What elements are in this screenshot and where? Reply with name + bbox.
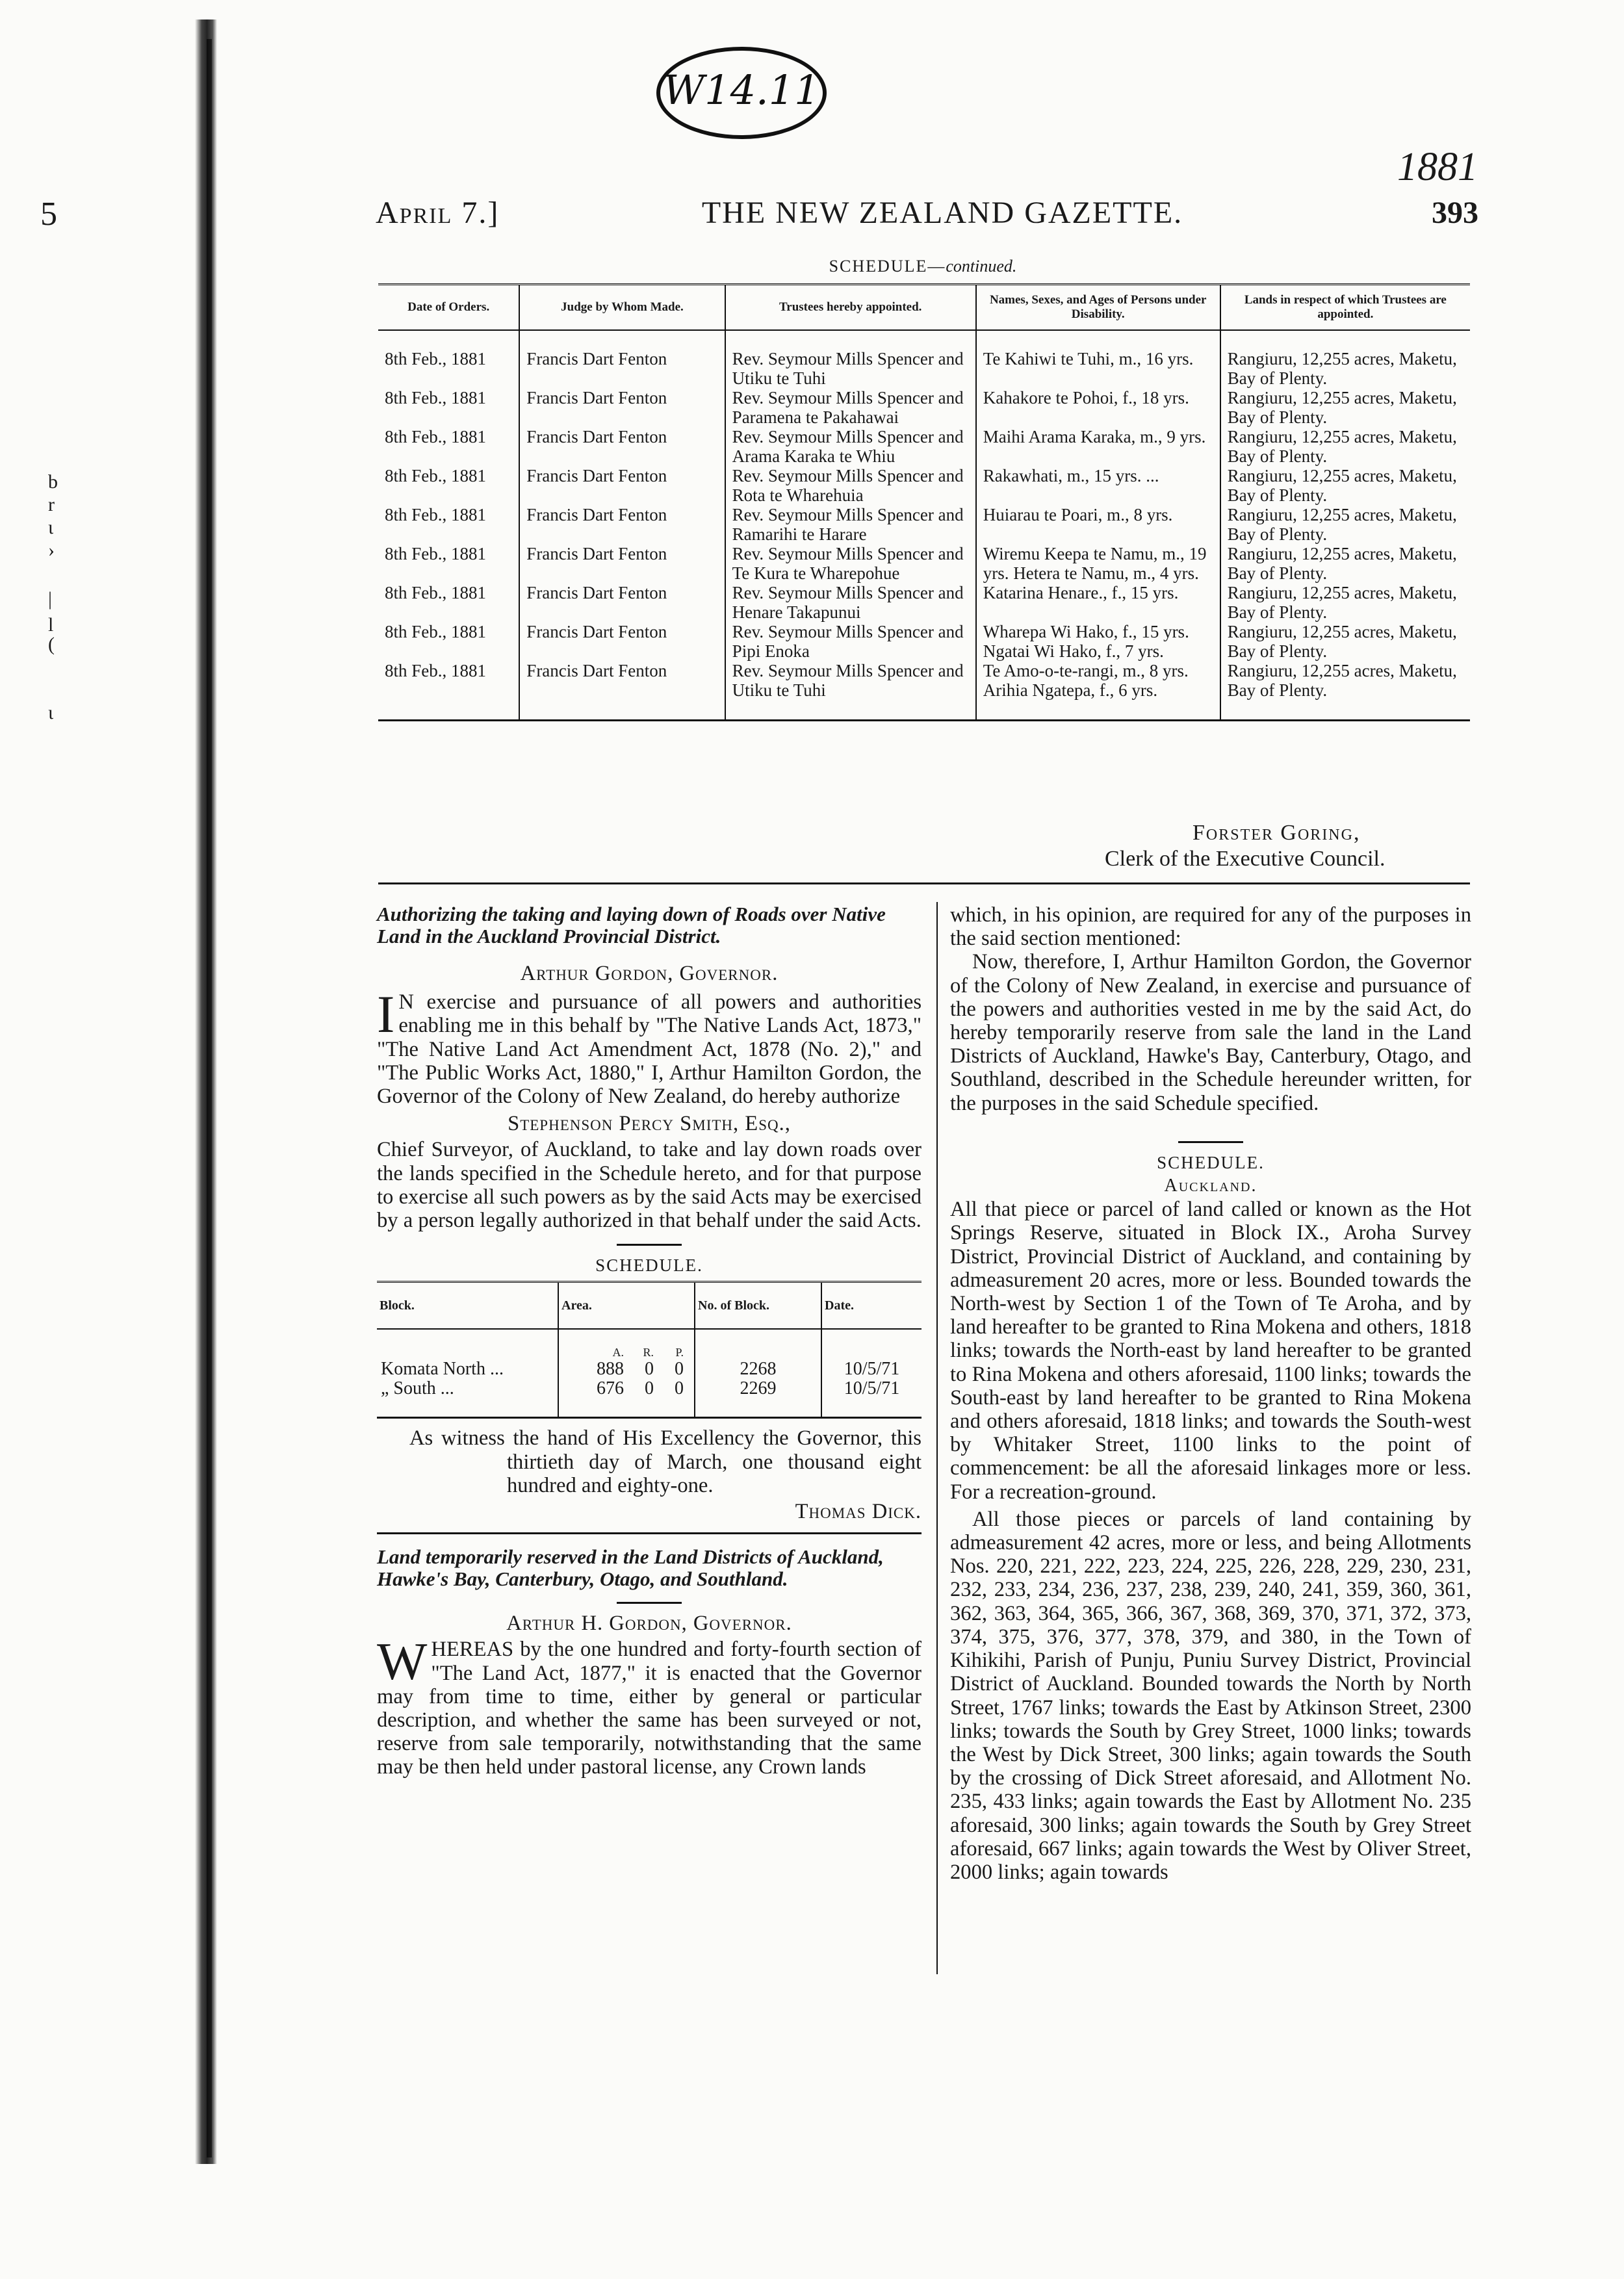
table-row [378,505,1470,544]
date-cell: 8th Feb., 1881 [385,622,487,641]
block-number-cell: 2268 [695,1359,821,1379]
handwritten-year: 1881 [1397,145,1478,189]
table-row [377,1379,922,1418]
schedule-heading: SCHEDULE. [1157,1152,1265,1172]
column-header-names: Names, Sexes, and Ages of Persons under Disability. [976,285,1220,331]
notice-body: Chief Surveyor, of Auckland, to take and lay down roads over the lands specified in the Schedule hereto, and for that purpose to exercise all such powers as by the said Acts may be exercised by a person legally authorized in that behalf under the said Acts. [377,1138,922,1233]
notice-appointee: Stephenson Percy Smith, Esq., [508,1112,791,1136]
page-binding-shadow-core [207,39,212,2157]
margin-tick: | [48,588,53,610]
notice-governor: Arthur H. Gordon, Governor. [506,1612,792,1636]
signatory-title: Clerk of the Executive Council. [1105,847,1386,871]
lands-cell: Rangiuru, 12,255 acres, Maketu, Bay of Plenty. [1220,330,1470,388]
executive-council-signature [1105,820,1469,872]
schedule-heading: SCHEDULE. [595,1255,703,1276]
column-header-date: Date. [821,1282,922,1330]
witness-clause: As witness the hand of His Excellency the Governor, this thirtieth day of March, one thousand eight hundred and eighty-one. [409,1426,922,1497]
section-divider [378,882,1470,884]
names-cell: Huiarau te Poari, m., 8 yrs. [976,505,1220,544]
witness-signature: Thomas Dick. [795,1500,922,1524]
area-units [558,1329,695,1359]
date-cell: 8th Feb., 1881 [385,388,487,407]
table-cell [377,1329,558,1359]
lands-cell: Rangiuru, 12,255 acres, Maketu, Bay of Plenty. [1220,622,1470,661]
column-divider [936,902,938,1974]
table-row [378,427,1470,466]
header-title: THE NEW ZEALAND GAZETTE. [701,196,1183,230]
header-date: April 7.] [376,196,500,230]
lands-cell: Rangiuru, 12,255 acres, Maketu, Bay of Plenty. [1220,505,1470,544]
short-divider [617,1602,682,1604]
right-column [950,903,1471,1884]
lands-cell: Rangiuru, 12,255 acres, Maketu, Bay of Plenty. [1220,466,1470,505]
date-cell: 10/5/71 [821,1359,922,1379]
trustees-schedule-table [378,283,1470,721]
trustees-cell: Rev. Seymour Mills Spencer and Ramarihi te Harare [725,505,976,544]
schedule-continued-title [377,257,1469,276]
table-row [378,388,1470,427]
reserve-paragraph: All those pieces or parcels of land containing by admeasurement 42 acres, more or less, and being Allotments Nos. 220, 221, 222, 223, 224, 225, 226, 228, 229, 230, 231, 232, 233, 234, 236, 237, 238, 239, 240, 241, 359, 360, 361, 362, 363, 364, 365, 366, 367, 368, 369, 370, 371, 372, 373, 374, 375, 376, 377, 378, 379, and 380, in the Town of Kihikihi, Parish of Punju, Puniu Survey District, Provincial District of Auckland. Bounded towards the North by North Street, 1767 links; towards the East by Atkinson Street, 2300 links; towards the South by Grey Street, 1000 links; towards the West by Dick Street, 300 links; again towards the South by the crossing of Dick Street aforesaid, and Allotment No. 235, 433 links; again towards the East by Allotment No. 235 aforesaid, 300 links; again towards the South by Grey Street aforesaid, 667 links; again towards the West by Oliver Street, 2000 links; again towards [950,1507,1471,1884]
judge-cell: Francis Dart Fenton [519,544,725,583]
table-cell [695,1329,821,1359]
date-cell: 8th Feb., 1881 [385,466,487,485]
judge-cell: Francis Dart Fenton [519,330,725,388]
trustees-cell: Rev. Seymour Mills Spencer and Rota te Wharehuia [725,466,976,505]
date-cell: 8th Feb., 1881 [385,544,487,563]
date-cell: 8th Feb., 1881 [385,427,487,446]
notice-heading-roads: Authorizing the taking and laying down of Roads over Native Land in the Auckland Provincial District. [377,903,886,947]
judge-cell: Francis Dart Fenton [519,466,725,505]
column-header-area: Area. [558,1282,695,1330]
trustees-cell: Rev. Seymour Mills Spencer and Arama Karaka te Whiu [725,427,976,466]
signatory-name: Forster Goring, [1192,821,1361,845]
margin-tick: › [48,539,55,561]
trustees-cell: Rev. Seymour Mills Spencer and Paramena te Pakahawai [725,388,976,427]
names-cell: Kahakore te Pohoi, f., 18 yrs. [976,388,1220,427]
area-cell [558,1379,695,1418]
unit-perches: P. [675,1346,684,1359]
date-cell: 8th Feb., 1881 [385,505,487,524]
left-column [377,903,922,1779]
notice-governor: Arthur Gordon, Governor. [520,962,779,985]
block-cell: Komata North ... [381,1359,504,1380]
reserve-paragraph: All that piece or parcel of land called or known as the Hot Springs Reserve, situated in Block IX., Aroha Survey District, Provincial District of Auckland, and containing by admeasurement 20 acres, more or less. Bounded towards the North-west by Section 1 of the Town of Te Aroha, and by land hereafter to be granted to Rina Mokena and others, 1818 links; towards the North-east by land hereafter to be granted to Rina Mokena and others aforesaid, 1100 links; towards the South-east by land hereafter to be granted to Rina Mokena and others aforesaid, 1818 links; and towards the South-west by Whitaker Street, 1100 links to the point of commencement: be all the aforesaid linkages more or less. For a recreation-ground. [950,1198,1471,1504]
archive-stamp: W14.11 [656,47,827,139]
notice-body: WHEREAS by the one hundred and forty-fourth section of "The Land Act, 1877," it is enacted that the Governor may from time to time, either by general or particular description, and whether the same has been surveyed or not, reserve from sale temporarily, notwithstanding that the same may be then held under pastoral license, any Crown lands [377,1632,922,1779]
area-acres: 888 [597,1359,624,1380]
column-header-date: Date of Orders. [378,285,519,331]
short-divider [1178,1141,1243,1143]
trustees-cell: Rev. Seymour Mills Spencer and Henare Takapunui [725,583,976,622]
names-cell: Wiremu Keepa te Namu, m., 19 yrs. Hetera te Namu, m., 4 yrs. [976,544,1220,583]
table-row [378,622,1470,661]
lands-cell: Rangiuru, 12,255 acres, Maketu, Bay of Plenty. [1220,544,1470,583]
block-cell: „ South ... [381,1378,454,1399]
area-units-row [377,1329,922,1359]
table-row [378,661,1470,721]
table-header-row [378,285,1470,331]
area-cell [558,1359,695,1379]
lands-cell: Rangiuru, 12,255 acres, Maketu, Bay of Plenty. [1220,583,1470,622]
table-row [378,466,1470,505]
schedule-title-main: SCHEDULE— [829,257,946,276]
judge-cell: Francis Dart Fenton [519,622,725,661]
column-header-judge: Judge by Whom Made. [519,285,725,331]
names-cell: Te Amo-o-te-rangi, m., 8 yrs. Arihia Ngatepa, f., 6 yrs. [976,661,1220,721]
area-perches: 0 [675,1378,684,1399]
lands-cell: Rangiuru, 12,255 acres, Maketu, Bay of Plenty. [1220,661,1470,721]
table-row [377,1359,922,1379]
margin-tick: b [48,471,58,493]
trustees-cell: Rev. Seymour Mills Spencer and Utiku te Tuhi [725,330,976,388]
unit-acres: A. [612,1346,624,1359]
date-cell: 10/5/71 [821,1379,922,1418]
lands-cell: Rangiuru, 12,255 acres, Maketu, Bay of Plenty. [1220,427,1470,466]
column-header-lands: Lands in respect of which Trustees are appointed. [1220,285,1470,331]
roads-table-body [377,1329,922,1418]
column-header-trustees: Trustees hereby appointed. [725,285,976,331]
trustees-table-body [378,330,1470,721]
unit-roods: R. [643,1346,654,1359]
block-number-cell: 2269 [695,1379,821,1418]
judge-cell: Francis Dart Fenton [519,661,725,721]
schedule-title-italic: continued. [946,257,1017,276]
notice-body: IN exercise and pursuance of all powers and authorities enabling me in this behalf by "The Native Lands Act, 1873," "The Native Land Act Amendment Act, 1878 (No. 2)," and "The Public Works Act, 1880," I, Arthur Hamilton Gordon, the Governor of the Colony of New Zealand, do hereby authorize [377,985,922,1109]
lands-cell: Rangiuru, 12,255 acres, Maketu, Bay of Plenty. [1220,388,1470,427]
date-cell: 8th Feb., 1881 [385,661,487,680]
names-cell: Rakawhati, m., 15 yrs. ... [976,466,1220,505]
trustees-cell: Rev. Seymour Mills Spencer and Pipi Enoka [725,622,976,661]
table-row [378,330,1470,388]
names-cell: Katarina Henare., f., 15 yrs. [976,583,1220,622]
area-roods: 0 [645,1378,654,1399]
judge-cell: Francis Dart Fenton [519,427,725,466]
names-cell: Maihi Arama Karaka, m., 9 yrs. [976,427,1220,466]
area-perches: 0 [675,1359,684,1380]
column-header-block-number: No. of Block. [695,1282,821,1330]
judge-cell: Francis Dart Fenton [519,388,725,427]
area-roods: 0 [645,1359,654,1380]
column-header-block: Block. [377,1282,558,1330]
reserve-paragraph: Now, therefore, I, Arthur Hamilton Gordon, the Governor of the Colony of New Zealand, in exercise and pursuance of the powers and authorities vested in me by the said Act, do hereby temporarily reserve from sale the land in the Land Districts of Auckland, Hawke's Bay, Canterbury, Otago, and Southland, described in the Schedule hereunder written, for the purposes in the said Schedule specified. [950,950,1471,1115]
section-divider [377,1532,922,1534]
date-cell: 8th Feb., 1881 [385,349,487,368]
trustees-cell: Rev. Seymour Mills Spencer and Te Kura te Wharepohue [725,544,976,583]
roads-schedule-table [377,1281,922,1419]
names-cell: Te Kahiwi te Tuhi, m., 16 yrs. [976,330,1220,388]
left-margin-mark: 5 [40,196,57,233]
table-row [378,583,1470,622]
page-binding-shadow [195,19,217,2164]
short-divider [617,1244,682,1246]
margin-tick: l [48,614,54,636]
margin-tick: r [48,494,55,515]
table-row [378,544,1470,583]
header-page-number: 393 [1432,196,1478,230]
margin-tick: ι [48,702,54,723]
margin-tick: ( [48,634,55,655]
margin-tick: ι [48,517,54,538]
trustees-cell: Rev. Seymour Mills Spencer and Utiku te Tuhi [725,661,976,721]
table-cell [821,1329,922,1359]
table-header-row [377,1282,922,1330]
reserve-paragraph: which, in his opinion, are required for any of the purposes in the said section mentioned: [950,903,1471,951]
district-heading: Auckland. [1164,1176,1257,1196]
notice-heading-reserves: Land temporarily reserved in the Land Districts of Auckland, Hawke's Bay, Canterbury, Otago, and Southland. [377,1545,884,1591]
area-acres: 676 [597,1378,624,1399]
judge-cell: Francis Dart Fenton [519,583,725,622]
date-cell: 8th Feb., 1881 [385,583,487,602]
names-cell: Wharepa Wi Hako, f., 15 yrs. Ngatai Wi Hako, f., 7 yrs. [976,622,1220,661]
judge-cell: Francis Dart Fenton [519,505,725,544]
